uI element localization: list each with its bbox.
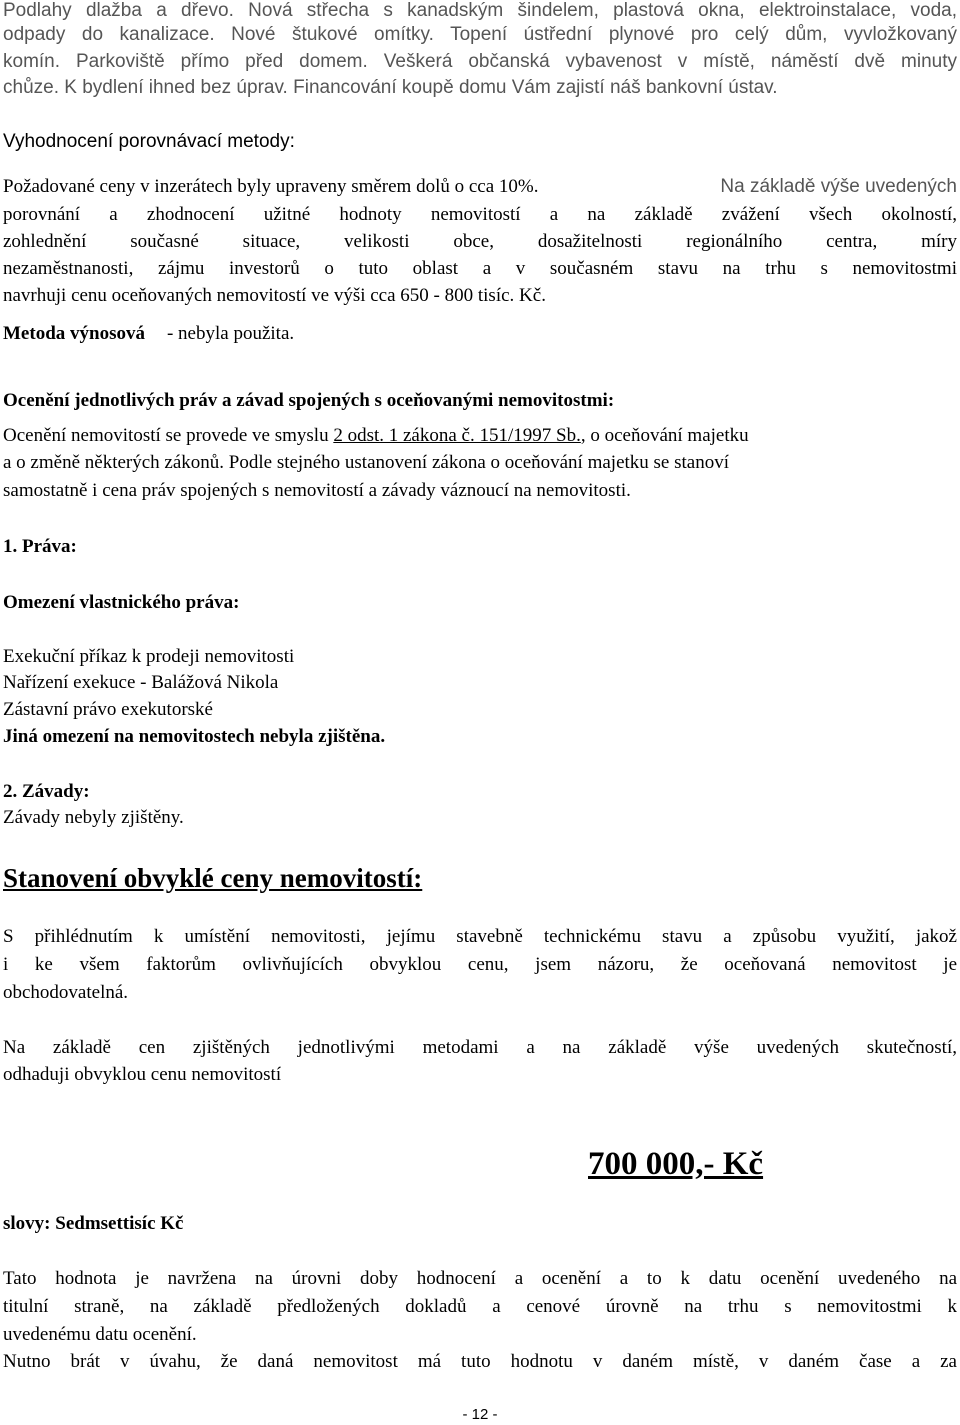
rights-valuation-line-2	[3, 451, 729, 475]
rights-valuation-line-2-b: Podle stejného ustanovení zákona o oceňování majetku se stanoví	[224, 452, 730, 473]
price-in-words: slovy: Sedmsettisíc Kč	[3, 1213, 184, 1234]
comparison-line-1	[3, 175, 957, 199]
usual-price-para3-line-1: Tato hodnota je navržena na úrovni doby hodnocení a ocenění a to k datu ocenění uvedeného na	[3, 1268, 957, 1289]
intro-line-2: odpady do kanalizace. Nové štukové omítky. Topení ústřední plynové pro celý dům, vyvložkovaný	[3, 24, 957, 45]
rights-valuation-line-3: samostatně i cena práv spojených s nemovitostí a závady váznoucí na nemovitosti.	[3, 480, 631, 501]
page-number: - 12 -	[462, 1406, 498, 1423]
income-method-value: - nebyla použita.	[166, 323, 295, 344]
rights-valuation-line-1-b: , o oceňování majetku	[580, 425, 749, 446]
comparison-line-3: zohlednění současné situace, velikosti obce, dosažitelnosti regionálního centra, míry	[3, 231, 957, 252]
rights-heading: 1. Práva:	[3, 536, 77, 557]
usual-price-para1-line-3: obchodovatelná.	[3, 982, 129, 1003]
rights-valuation-heading: Ocenění jednotlivých práv a závad spojených s oceňovanými nemovitostmi:	[3, 390, 615, 411]
law-reference-link[interactable]: 2 odst. 1 zákona č. 151/1997 Sb.	[333, 425, 581, 446]
intro-line-1: Podlahy dlažba a dřevo. Nová střecha s kanadským šindelem, plastová okna, elektroinstalace, voda,	[3, 0, 957, 21]
rights-valuation-line-1-a: Ocenění nemovitostí se provede ve smyslu	[3, 425, 334, 446]
income-method	[3, 322, 294, 346]
rights-item-1: Exekuční příkaz k prodeji nemovitosti	[3, 646, 295, 667]
usual-price-para3-line-3: uvedenému datu ocenění.	[3, 1324, 197, 1345]
usual-price-heading: Stanovení obvyklé ceny nemovitostí:	[3, 863, 423, 893]
rights-item-3: Zástavní právo exekutorské	[3, 699, 213, 720]
defects-text: Závady nebyly zjištěny.	[3, 807, 184, 828]
rights-valuation-line-1	[3, 424, 957, 448]
defects-heading: 2. Závady:	[3, 781, 90, 802]
comparison-heading: Vyhodnocení porovnávací metody:	[3, 131, 295, 152]
comparison-line-5: navrhuji cenu oceňovaných nemovitostí ve výši cca 650 - 800 tisíc. Kč.	[3, 285, 546, 306]
comparison-line-1-a: Požadované ceny v inzerátech byly upraveny směrem dolů o cca 10%.	[3, 176, 539, 197]
rights-valuation-line-2-a: a o změně některých zákonů.	[3, 452, 225, 473]
comparison-line-1-tail: Na základě výše uvedených	[720, 176, 957, 197]
usual-price-para2-line-1: Na základě cen zjištěných jednotlivými metodami a na základě výše uvedených skutečností,	[3, 1037, 957, 1058]
intro-line-3: komín. Parkoviště přímo před domem. Veškerá občanská vybavenost v místě, náměstí dvě minuty	[3, 51, 957, 72]
ownership-restriction-heading: Omezení vlastnického práva:	[3, 592, 240, 613]
usual-price-para1-line-1: S přihlédnutím k umístění nemovitosti, jejímu stavebně technickému stavu a způsobu využití, jakož	[3, 926, 957, 947]
intro-line-4: chůze. K bydlení ihned bez úprav. Financování koupě domu Vám zajistí náš bankovní ústav.	[3, 77, 778, 98]
comparison-line-4: nezaměstnanosti, zájmu investorů o tuto oblast a v současném stavu na trhu s nemovitostmi	[3, 258, 957, 279]
rights-summary: Jiná omezení na nemovitostech nebyla zjištěna.	[3, 726, 386, 747]
usual-price-para1-line-2: i ke všem faktorům ovlivňujících obvyklou cenu, jsem názoru, že oceňovaná nemovitost je	[3, 954, 957, 975]
usual-price-para2-line-2: odhaduji obvyklou cenu nemovitostí	[3, 1064, 282, 1085]
income-method-label: Metoda výnosová	[3, 323, 145, 344]
comparison-line-2: porovnání a zhodnocení užitné hodnoty nemovitostí a na základě zvážení všech okolností,	[3, 204, 957, 225]
usual-price-value: 700 000,- Kč	[588, 1146, 764, 1182]
usual-price-para3-line-4: Nutno brát v úvahu, že daná nemovitost má tuto hodnotu v daném místě, v daném čase a za	[3, 1351, 957, 1372]
rights-item-2: Nařízení exekuce - Balážová Nikola	[3, 672, 279, 693]
usual-price-para3-line-2: titulní straně, na základě předložených dokladů a cenové úrovně na trhu s nemovitostmi k	[3, 1296, 957, 1317]
